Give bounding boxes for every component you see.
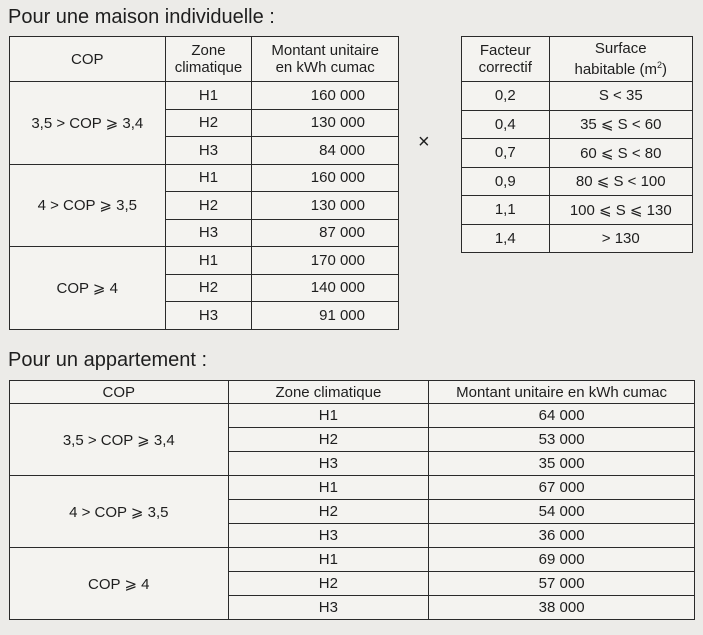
table-row	[462, 196, 693, 225]
surface-header-line1: Surface	[594, 40, 647, 57]
house-zone-cell: H3	[165, 137, 252, 165]
apartment-amount-cell: 53 000	[429, 428, 695, 452]
table-row	[10, 548, 695, 572]
apartment-amount-cell: 64 000	[429, 404, 695, 428]
surface-header-close: )	[662, 61, 668, 78]
apartment-section-title: Pour un appartement :	[8, 349, 208, 371]
house-zone-cell: H3	[165, 302, 252, 330]
factor-cell: 1,4	[462, 224, 550, 253]
apartment-amount-cell: 54 000	[429, 500, 695, 524]
apartment-header-zone: Zone climatique	[228, 381, 429, 404]
house-header-cop: COP	[10, 37, 166, 82]
apartment-zone-cell: H1	[228, 548, 429, 572]
surface-header-line2: habitable (m	[574, 61, 658, 78]
house-amount-cell: 84 000	[252, 137, 399, 165]
house-amount-cell: 87 000	[252, 219, 399, 247]
factor-header-line1: Facteur	[479, 42, 531, 59]
apartment-zone-cell: H3	[228, 524, 429, 548]
house-amount-cell: 160 000	[252, 82, 399, 110]
apartment-cop-cell: 4 > COP ⩾ 3,5	[10, 476, 229, 548]
house-amount-cell: 170 000	[252, 247, 399, 275]
surface-cell: 100 ⩽ S ⩽ 130	[549, 196, 692, 225]
surface-cell: S < 35	[549, 82, 692, 111]
surface-cell: 60 ⩽ S < 80	[549, 139, 692, 168]
surface-cell: 35 ⩽ S < 60	[549, 110, 692, 139]
factor-cell: 0,4	[462, 110, 550, 139]
house-zone-cell: H1	[165, 82, 252, 110]
factor-cell: 0,2	[462, 82, 550, 111]
house-cop-cell: 4 > COP ⩾ 3,5	[10, 164, 166, 247]
apartment-amount-cell: 35 000	[429, 452, 695, 476]
factor-table-header-row	[462, 37, 693, 82]
house-header-amount-line2: en kWh cumac	[275, 59, 375, 76]
house-zone-cell: H2	[165, 192, 252, 220]
house-amount-cell: 130 000	[252, 192, 399, 220]
factor-header	[462, 37, 550, 82]
table-row	[10, 404, 695, 428]
apartment-cop-cell: 3,5 > COP ⩾ 3,4	[10, 404, 229, 476]
house-table-header-row	[10, 37, 399, 82]
house-header-zone	[165, 37, 252, 82]
house-section-title: Pour une maison individuelle :	[8, 6, 275, 28]
table-row	[462, 224, 693, 253]
apartment-header-cop: COP	[10, 381, 229, 404]
table-row	[462, 110, 693, 139]
house-cop-cell: 3,5 > COP ⩾ 3,4	[10, 82, 166, 165]
house-header-amount	[252, 37, 399, 82]
apartment-amount-cell: 36 000	[429, 524, 695, 548]
apartment-amount-cell: 69 000	[429, 548, 695, 572]
apartment-zone-cell: H2	[228, 428, 429, 452]
house-zone-cell: H1	[165, 164, 252, 192]
house-amount-cell: 160 000	[252, 164, 399, 192]
house-zone-cell: H1	[165, 247, 252, 275]
correction-factor-table	[461, 36, 693, 253]
table-row	[10, 82, 399, 110]
surface-cell: 80 ⩽ S < 100	[549, 167, 692, 196]
apartment-zone-cell: H2	[228, 500, 429, 524]
table-row	[10, 164, 399, 192]
table-row	[10, 476, 695, 500]
surface-header	[549, 37, 692, 82]
house-header-zone-line2: climatique	[174, 59, 243, 76]
apartment-table-header-row	[10, 381, 695, 404]
multiply-sign: ×	[418, 131, 430, 153]
factor-cell: 0,9	[462, 167, 550, 196]
apartment-cop-cell: COP ⩾ 4	[10, 548, 229, 620]
table-row	[462, 139, 693, 168]
house-zone-cell: H2	[165, 274, 252, 302]
table-row	[462, 167, 693, 196]
apartment-zone-cell: H3	[228, 596, 429, 620]
surface-header-exponent: 2	[657, 60, 663, 70]
apartment-zone-cell: H3	[228, 452, 429, 476]
apartment-zone-cell: H1	[228, 404, 429, 428]
house-zone-cell: H3	[165, 219, 252, 247]
factor-cell: 0,7	[462, 139, 550, 168]
house-cop-cell: COP ⩾ 4	[10, 247, 166, 330]
table-row	[10, 247, 399, 275]
apartment-amount-cell: 38 000	[429, 596, 695, 620]
house-amount-cell: 130 000	[252, 109, 399, 137]
surface-cell: > 130	[549, 224, 692, 253]
factor-header-line2: correctif	[478, 59, 532, 76]
apartment-header-amount: Montant unitaire en kWh cumac	[429, 381, 695, 404]
house-zone-cell: H2	[165, 109, 252, 137]
apartment-table	[9, 380, 695, 620]
house-table	[9, 36, 399, 330]
factor-cell: 1,1	[462, 196, 550, 225]
apartment-zone-cell: H2	[228, 572, 429, 596]
apartment-zone-cell: H1	[228, 476, 429, 500]
house-amount-cell: 91 000	[252, 302, 399, 330]
apartment-amount-cell: 67 000	[429, 476, 695, 500]
house-header-zone-line1: Zone	[191, 42, 226, 59]
apartment-amount-cell: 57 000	[429, 572, 695, 596]
table-row	[462, 82, 693, 111]
house-amount-cell: 140 000	[252, 274, 399, 302]
house-header-amount-line1: Montant unitaire	[271, 42, 379, 59]
